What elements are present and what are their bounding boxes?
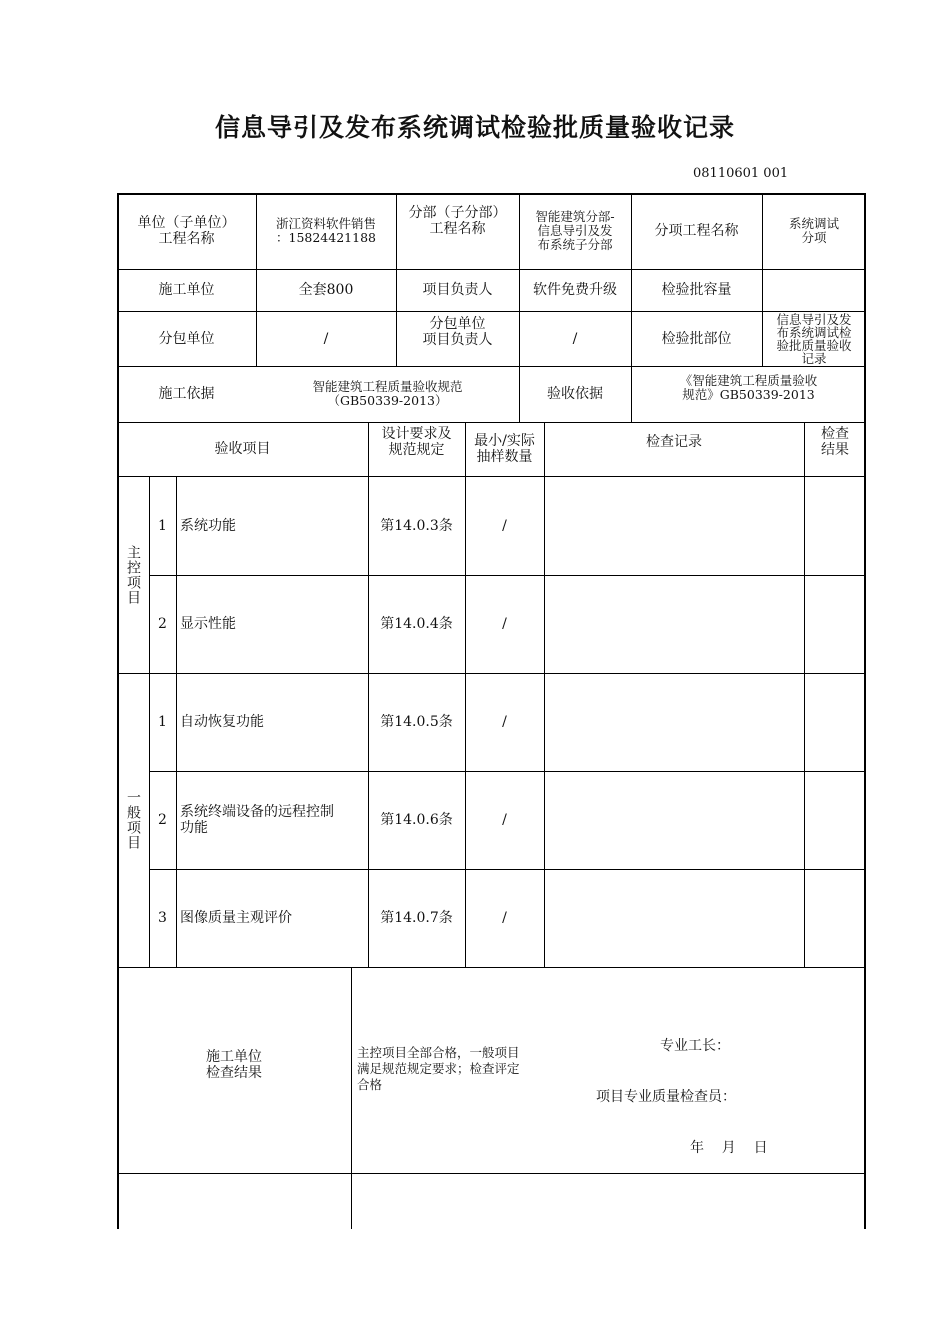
col-spec-header: 设计要求及 规范规定 (381, 426, 452, 458)
general-item-spec: 第14.0.5条 (380, 714, 453, 730)
project-manager-label: 项目负责人 (422, 282, 493, 298)
general-item-sample: / (502, 812, 507, 828)
main-item-sample: / (502, 517, 507, 534)
foreman-label: 专业工长： (660, 1038, 730, 1054)
batch-capacity-label: 检验批容量 (661, 282, 732, 298)
main-control-group-label: 主控项目 (125, 544, 141, 605)
main-item-name: 显示性能 (180, 616, 236, 632)
acceptance-basis-value: 《智能建筑工程质量验收 规范》GB50339-2013 (679, 373, 818, 402)
main-item-no: 2 (158, 616, 167, 632)
sub-pm-value: / (572, 330, 578, 347)
sub-pm-label: 分包单位 项目负责人 (422, 316, 493, 348)
col-result-header: 检查 结果 (821, 426, 849, 458)
general-item-sample: / (502, 910, 507, 926)
subcontractor-label: 分包单位 (158, 330, 215, 347)
contractor-check-text: 主控项目全部合格，一般项目 满足规范规定要求；检查评定 合格 (357, 1045, 520, 1092)
sub-division-label: 分部（子分部） 工程名称 (408, 205, 507, 237)
general-item-no: 1 (158, 714, 167, 730)
general-item-no: 3 (158, 910, 167, 926)
contractor-label: 施工单位 (158, 282, 215, 298)
general-item-spec: 第14.0.7条 (380, 910, 453, 926)
item-project-label: 分项工程名称 (654, 223, 739, 239)
date-label: 年 月 日 (690, 1140, 768, 1156)
general-item-spec: 第14.0.6条 (380, 812, 453, 828)
page-title: 信息导引及发布系统调试检验批质量验收记录 (214, 113, 735, 142)
unit-value: 浙江资料软件销售 ：15824421188 (275, 216, 376, 245)
col-item-header: 验收项目 (214, 441, 271, 457)
main-item-name: 系统功能 (180, 517, 236, 534)
sub-division-value: 智能建筑分部- 信息导引及发 布系统子分部 (535, 209, 615, 252)
general-item-name: 系统终端设备的远程控制 功能 (180, 804, 334, 836)
batch-capacity-value (762, 269, 866, 311)
construction-basis-value: 智能建筑工程质量验收规范 （GB50339-2013） (312, 379, 463, 408)
col-record-header: 检查记录 (646, 434, 702, 450)
acceptance-basis-label: 验收依据 (547, 386, 603, 402)
quality-inspector-label: 项目专业质量检查员： (596, 1089, 736, 1105)
general-group-label: 一般项目 (125, 790, 141, 850)
contractor-value: 全套800 (298, 282, 354, 298)
subcontractor-value: / (323, 330, 329, 347)
item-project-value: 系统调试 分项 (788, 216, 839, 245)
batch-location-label: 检验批部位 (661, 330, 732, 347)
main-item-sample: / (502, 616, 507, 632)
main-item-no: 1 (158, 517, 167, 534)
unit-label: 单位（子单位） 工程名称 (137, 215, 236, 247)
batch-location-value: 信息导引及发 布系统调试检 验批质量验收 记录 (776, 311, 852, 366)
general-item-sample: / (502, 714, 507, 730)
col-sample-header: 最小/实际 抽样数量 (474, 433, 535, 465)
general-item-name: 图像质量主观评价 (180, 910, 292, 926)
document-number: 08110601 001 (693, 166, 789, 181)
main-item-spec: 第14.0.3条 (380, 517, 453, 534)
main-item-spec: 第14.0.4条 (380, 616, 453, 632)
general-item-name: 自动恢复功能 (180, 714, 264, 730)
construction-basis-label: 施工依据 (158, 386, 215, 402)
project-manager-value: 软件免费升级 (533, 282, 617, 298)
contractor-check-label: 施工单位 检查结果 (206, 1049, 262, 1081)
general-item-no: 2 (158, 812, 167, 828)
